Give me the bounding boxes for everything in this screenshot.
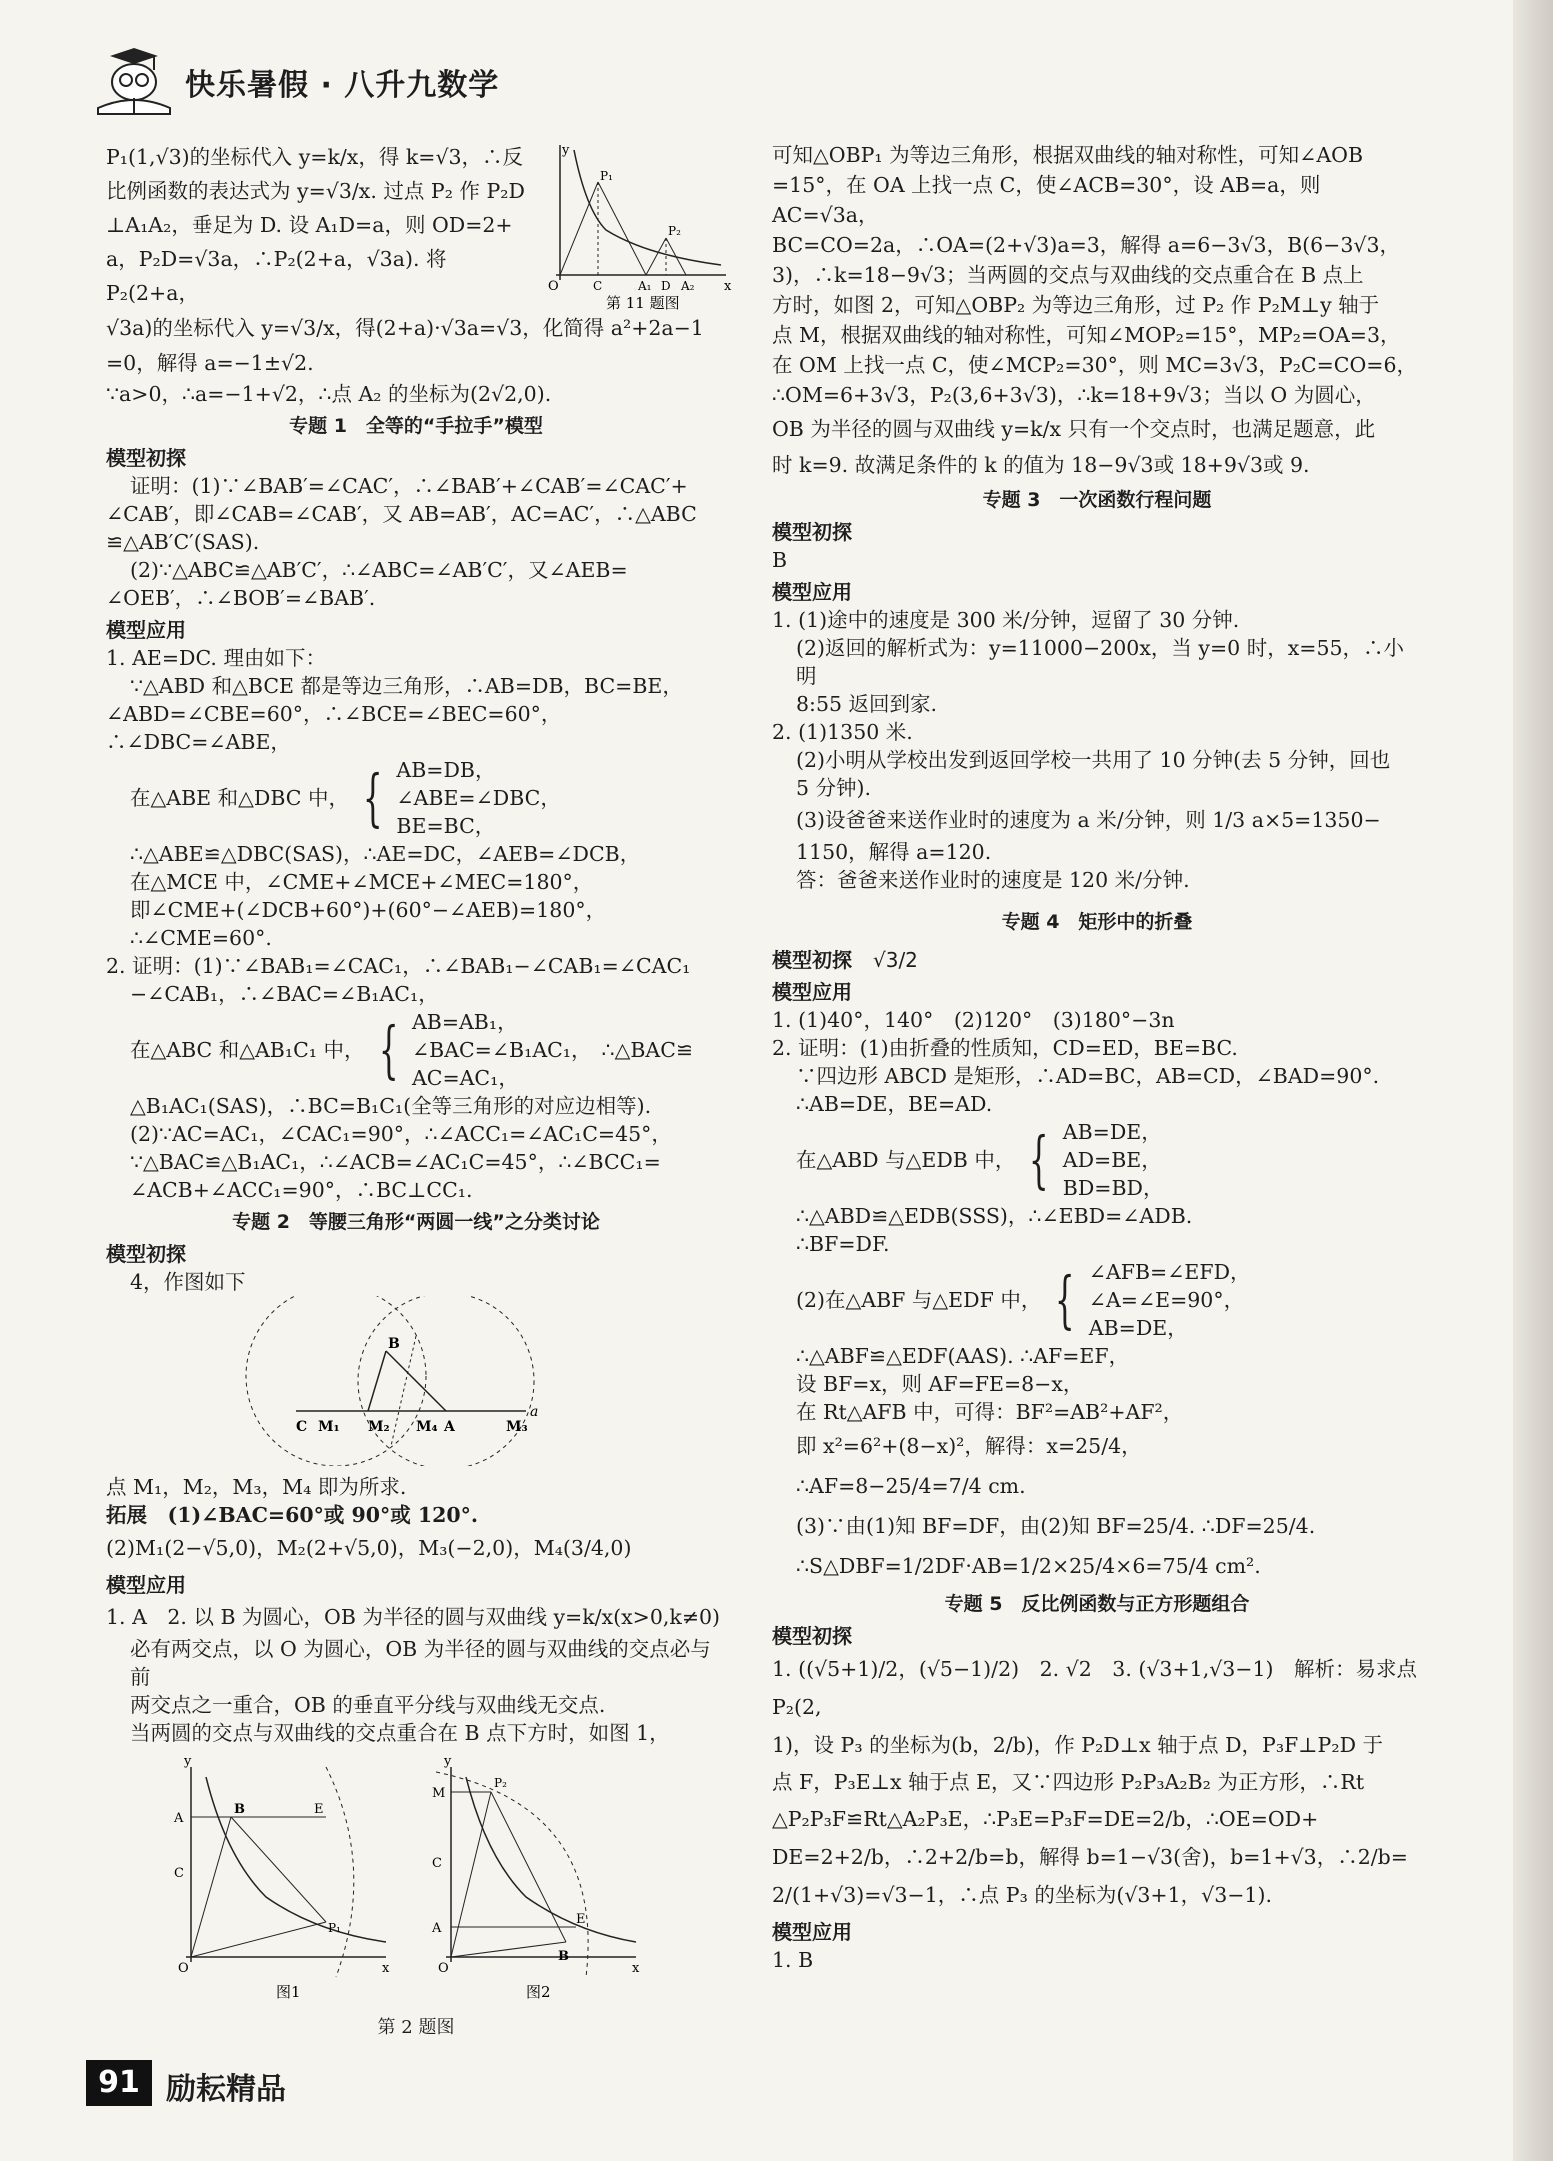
- section-heading: 模型应用: [772, 980, 852, 1004]
- equation-row: ∠BAC=∠B₁AC₁，: [411, 1038, 592, 1062]
- text-line: DE=2+2/b，∴2+2/b=b，解得 b=1−√3(舍)，b=1+√3，∴2/b=: [772, 1845, 1408, 1869]
- point-label: A: [174, 1811, 184, 1826]
- text-line: 答：爸爸来送作业时的速度是 120 米/分钟.: [796, 868, 1190, 892]
- text-line: (2)∵△ABC≌△AB′C′，∴∠ABC=∠AB′C′，又∠AEB=: [130, 558, 628, 582]
- text-line: ∴BF=DF.: [796, 1232, 890, 1256]
- text-line: 2/(1+√3)=√3−1，∴点 P₃ 的坐标为(√3+1，√3−1).: [772, 1883, 1272, 1907]
- text-line: √3a)的坐标代入 y=√3/x，得(2+a)·√3a=√3，化简得 a²+2a−1: [106, 316, 704, 340]
- section-label: 模型初探: [772, 948, 852, 972]
- axis-label: x: [382, 1961, 390, 1976]
- equation-row: ∠A=∠E=90°，: [1088, 1288, 1245, 1312]
- text-line: ∠ABD=∠CBE=60°，∴∠BCE=∠BEC=60°，∴∠DBC=∠ABE，: [106, 702, 562, 754]
- figure-2-graphs: [106, 1747, 726, 2007]
- point-label: C: [174, 1866, 184, 1881]
- text-line: 2. 证明：(1)∵∠BAB₁=∠CAC₁，∴∠BAB₁−∠CAB₁=∠CAC₁: [106, 954, 691, 978]
- equation-row: ∠ABE=∠DBC，: [396, 786, 561, 810]
- text-line: ∠OEB′，∴∠BOB′=∠BAB′.: [106, 586, 376, 610]
- point-label: A₂: [681, 279, 695, 293]
- text-line: 1150，解得 a=120.: [796, 840, 992, 864]
- text-line: ∵△ABD 和△BCE 都是等边三角形，∴AB=DB，BC=BE，: [130, 674, 683, 698]
- text-line: ∴AF=8−25/4=7/4 cm.: [796, 1474, 1026, 1498]
- equation-row: BD=BD，: [1062, 1176, 1164, 1200]
- text-line: 必有两交点，以 O 为圆心，OB 为半径的圆与双曲线的交点必与前: [130, 1637, 711, 1689]
- text-line: 在△ABE 和△DBC 中，: [130, 786, 349, 810]
- text-line: 在 OM 上找一点 C，使∠MCP₂=30°，则 MC=3√3，P₂C=CO=6，: [772, 353, 1418, 377]
- point-label: P₂: [668, 224, 681, 238]
- text-line: (3)∵由(1)知 BF=DF，由(2)知 BF=25/4. ∴DF=25/4.: [796, 1514, 1316, 1538]
- point-label: C: [593, 279, 603, 293]
- section-heading: 模型初探: [106, 1242, 186, 1266]
- page-edge-shadow: [1513, 0, 1553, 2161]
- text-line: ∴△ABF≌△EDF(AAS). ∴AF=EF，: [796, 1344, 1130, 1368]
- point-label: M₁: [318, 1419, 340, 1435]
- figure-label: 图1: [276, 1983, 301, 2001]
- axis-label: y: [184, 1754, 192, 1769]
- text-line: a，P₂D=√3a，∴P₂(2+a，√3a). 将 P₂(2+a，: [106, 247, 454, 305]
- text-line: 即 x²=6²+(8−x)²，解得：x=25/4，: [796, 1434, 1142, 1458]
- point-label: B: [388, 1336, 400, 1352]
- section-heading: 模型应用: [106, 1573, 186, 1597]
- text-line: ∠CAB′，即∠CAB=∠CAB′，又 AB=AB′，AC=AC′，∴△ABC: [106, 502, 697, 526]
- text-line: −∠CAB₁，∴∠BAC=∠B₁AC₁，: [130, 982, 439, 1006]
- text-line: B: [772, 548, 788, 572]
- equation-row: AB=AB₁，: [411, 1010, 518, 1034]
- text-line: 在 Rt△AFB 中，可得：BF²=AB²+AF²，: [796, 1400, 1184, 1424]
- section-heading: 模型应用: [772, 580, 852, 604]
- equation-system: [106, 1008, 726, 1092]
- text-line: 可知△OBP₁ 为等边三角形，根据双曲线的轴对称性，可知∠AOB: [772, 143, 1364, 167]
- header-title: 快乐暑假 · 八升九数学: [185, 68, 500, 103]
- topic-heading: 专题 5 反比例函数与正方形题组合: [944, 1593, 1250, 1615]
- text-line: 方时，如图 2，可知△OBP₂ 为等边三角形，过 P₂ 作 P₂M⊥y 轴于: [772, 293, 1380, 317]
- page-header: [80, 40, 1480, 120]
- line-label: a: [530, 1404, 539, 1420]
- text-line: ∵△BAC≌△B₁AC₁，∴∠ACB=∠AC₁C=45°，∴∠BCC₁=: [130, 1150, 661, 1174]
- point-label: P₁: [328, 1921, 341, 1935]
- text-line: 时 k=9. 故满足条件的 k 的值为 18−9√3或 18+9√3或 9.: [772, 453, 1310, 477]
- text-line: 4，作图如下: [130, 1270, 246, 1294]
- section-heading: 模型应用: [772, 1920, 852, 1944]
- text-line: (2)M₁(2−√5,0)，M₂(2+√5,0)，M₃(−2,0)，M₄(3/4,0): [106, 1536, 632, 1560]
- text-line: 2. (1)1350 米.: [772, 720, 913, 744]
- topic-heading: 专题 1 全等的“手拉手”模型: [289, 415, 543, 437]
- section-heading: 模型初探: [772, 1624, 852, 1648]
- text-line: 1. ((√5+1)/2，(√5−1)/2) 2. √2 3. (√3+1,√3−1) 解析：易求点 P₂(2,: [772, 1657, 1424, 1719]
- axis-label: y: [444, 1754, 452, 1769]
- text-line: 设 BF=x，则 AF=FE=8−x，: [796, 1372, 1084, 1396]
- point-label: A: [444, 1419, 455, 1435]
- text-line: 1. (1)40°，140° (2)120° (3)180°−3n: [772, 1008, 1175, 1032]
- text-line: 1)，设 P₃ 的坐标为(b，2/b)，作 P₂D⊥x 轴于点 D，P₃F⊥P₂D 于: [772, 1733, 1384, 1757]
- point-label: M₂: [368, 1419, 390, 1435]
- figure-label: 图2: [526, 1983, 551, 2001]
- equation-system: [772, 1258, 1422, 1342]
- text-line: (3)设爸爸来送作业时的速度为 a 米/分钟，则 1/3 a×5=1350−: [796, 808, 1381, 832]
- text-line: ∴△BAC≌: [601, 1038, 694, 1062]
- text-line: ⊥A₁A₂，垂足为 D. 设 A₁D=a，则 OD=2+: [106, 213, 513, 237]
- topic-heading: 专题 3 一次函数行程问题: [982, 489, 1212, 511]
- point-label: O: [178, 1961, 189, 1976]
- equation-system: [106, 756, 726, 840]
- point-label: C: [432, 1856, 442, 1871]
- point-label: E: [576, 1912, 586, 1927]
- text-line: 1. B: [772, 1948, 814, 1972]
- text-line: ∴∠CME=60°.: [130, 926, 272, 950]
- text-line: (2)∵AC=AC₁，∠CAC₁=90°，∴∠ACC₁=∠AC₁C=45°，: [130, 1122, 672, 1146]
- section-heading: [772, 946, 1422, 974]
- text-line: 1. A 2. 以 B 为圆心，OB 为半径的圆与双曲线 y=k/x(x>0,k≠0): [106, 1605, 721, 1629]
- brace-glyph: {: [1029, 1123, 1049, 1196]
- text-line: △B₁AC₁(SAS)，∴BC=B₁C₁(全等三角形的对应边相等).: [130, 1094, 652, 1118]
- text-line: ∵a>0，∴a=−1+√2，∴点 A₂ 的坐标为(2√2,0).: [106, 382, 552, 406]
- text-line: 2. 证明：(1)由折叠的性质知，CD=ED，BE=BC.: [772, 1036, 1238, 1060]
- text-line: =15°，在 OA 上找一点 C，使∠ACB=30°，设 AB=a，则 AC=√3a，: [772, 173, 1327, 227]
- point-label: A₁: [638, 279, 652, 293]
- text-line: ∴S△DBF=1/2DF·AB=1/2×25/4×6=75/4 cm².: [796, 1554, 1261, 1578]
- text-line: 比例函数的表达式为 y=√3/x. 过点 P₂ 作 P₂D: [106, 179, 525, 203]
- text-line: ∠ACB+∠ACC₁=90°，∴BC⊥CC₁.: [130, 1178, 473, 1202]
- figure-caption: 第 11 题图: [606, 294, 680, 310]
- page-number: 91: [86, 2060, 152, 2106]
- text-line: 在△ABC 和△AB₁C₁ 中，: [130, 1038, 365, 1062]
- equation-row: AD=BE，: [1062, 1148, 1162, 1172]
- brand-name: 励耘精品: [166, 2072, 286, 2107]
- text-line: 点 M₁，M₂，M₃，M₄ 即为所求.: [106, 1475, 407, 1499]
- point-label: B: [234, 1802, 245, 1817]
- text-line: 即∠CME+(∠DCB+60°)+(60°−∠AEB)=180°，: [130, 898, 607, 922]
- point-label: M₄: [416, 1419, 438, 1435]
- equation-row: AB=DB，: [396, 758, 496, 782]
- text-line: 1. (1)途中的速度是 300 米/分钟，逗留了 30 分钟.: [772, 608, 1240, 632]
- right-column: [772, 140, 1422, 1974]
- point-label: C: [296, 1419, 308, 1435]
- equation-system: [772, 1118, 1422, 1202]
- equation-row: AC=AC₁，: [411, 1066, 519, 1090]
- graph-figure-2: [431, 1754, 640, 2001]
- topic-heading: 专题 2 等腰三角形“两圆一线”之分类讨论: [232, 1211, 600, 1233]
- left-column: [106, 140, 732, 2042]
- figure-caption: 第 2 题图: [377, 2017, 455, 2038]
- point-label: P₂: [494, 1776, 507, 1790]
- text-line: 1. AE=DC. 理由如下：: [106, 646, 326, 670]
- text-line: ∴AB=DE，BE=AD.: [796, 1092, 993, 1116]
- point-label: D: [661, 279, 671, 293]
- point-label: O: [438, 1961, 449, 1976]
- text-line: 在△MCE 中，∠CME+∠MCE+∠MEC=180°，: [130, 870, 594, 894]
- text-line: 在△ABD 与△EDB 中，: [796, 1148, 1016, 1172]
- axis-label: x: [632, 1961, 640, 1976]
- text-line: ∴OM=6+3√3，P₂(3,6+3√3)，∴k=18+9√3；当以 O 为圆心，: [772, 383, 1376, 407]
- axis-label: y: [562, 143, 570, 158]
- equation-row: AB=DE，: [1088, 1316, 1188, 1340]
- point-label: B: [558, 1949, 569, 1964]
- section-heading: 模型初探: [106, 446, 186, 470]
- text-line: BC=CO=2a，∴OA=(2+√3)a=3，解得 a=6−3√3，B(6−3√3，: [772, 233, 1401, 257]
- text-line: (2)返回的解析式为：y=11000−200x，当 y=0 时，x=55，∴小明: [796, 636, 1405, 688]
- text-line: ∵四边形 ABCD 是矩形，∴AD=BC，AB=CD，∠BAD=90°.: [796, 1064, 1380, 1088]
- text-line: =0，解得 a=−1±√2.: [106, 351, 314, 375]
- text-line: 当两圆的交点与双曲线的交点重合在 B 点下方时，如图 1，: [130, 1721, 670, 1745]
- graph-figure-1: [173, 1754, 390, 2001]
- text-line: (2)在△ABF 与△EDF 中，: [796, 1288, 1042, 1312]
- point-label: O: [548, 279, 559, 294]
- text-line: 5 分钟).: [796, 776, 872, 800]
- section-heading: 模型初探: [772, 520, 852, 544]
- text-line: 证明：(1)∵∠BAB′=∠CAC′，∴∠BAB′+∠CAB′=∠CAC′+: [130, 474, 688, 498]
- brace-glyph: {: [1055, 1263, 1075, 1336]
- text-line: △P₂P₃F≌Rt△A₂P₃E，∴P₃E=P₃F=DE=2/b，∴OE=OD+: [772, 1807, 1319, 1831]
- point-label: E: [314, 1802, 324, 1817]
- text-line: ≌△AB′C′(SAS).: [106, 530, 260, 554]
- brace-glyph: {: [362, 761, 383, 834]
- text-line: (2)小明从学校出发到返回学校一共用了 10 分钟(去 5 分钟，回也: [796, 748, 1391, 772]
- text-line: 拓展 (1)∠BAC=60°或 90°或 120°.: [106, 1503, 479, 1527]
- text-line: 8:55 返回到家.: [796, 692, 938, 716]
- two-circles-figure: [106, 1296, 726, 1466]
- text-line: 两交点之一重合，OB 的垂直平分线与双曲线无交点.: [130, 1693, 606, 1717]
- brace-glyph: {: [378, 1013, 399, 1086]
- page-footer: [78, 2050, 338, 2120]
- figure-11-graph: [546, 140, 736, 310]
- text-line: 点 F，P₃E⊥x 轴于点 E，又∵四边形 P₂P₃A₂B₂ 为正方形，∴Rt: [772, 1770, 1365, 1794]
- point-label: M₃: [506, 1419, 528, 1435]
- point-label: M: [432, 1786, 446, 1801]
- axis-label: x: [724, 279, 732, 294]
- point-label: A: [432, 1921, 442, 1936]
- text-line: OB 为半径的圆与双曲线 y=k/x 只有一个交点时，也满足题意，此: [772, 417, 1376, 441]
- text-line: 3)，∴k=18−9√3；当两圆的交点与双曲线的交点重合在 B 点上: [772, 263, 1364, 287]
- text-line: ∴△ABE≌△DBC(SAS)，∴AE=DC，∠AEB=∠DCB，: [130, 842, 641, 866]
- text-line: 点 M，根据双曲线的轴对称性，可知∠MOP₂=15°，MP₂=OA=3，: [772, 323, 1401, 347]
- text-line: P₁(1,√3)的坐标代入 y=k/x，得 k=√3，∴反: [106, 145, 524, 169]
- cartoon-logo-icon: [88, 46, 180, 116]
- point-label: P₁: [600, 169, 613, 183]
- equation-row: ∠AFB=∠EFD，: [1088, 1260, 1251, 1284]
- equation-row: BE=BC，: [396, 814, 496, 838]
- equation-row: AB=DE，: [1062, 1120, 1162, 1144]
- section-heading: 模型应用: [106, 618, 186, 642]
- topic-heading: 专题 4 矩形中的折叠: [1001, 911, 1193, 933]
- text-line: ∴△ABD≌△EDB(SSS)，∴∠EBD=∠ADB.: [796, 1204, 1193, 1228]
- answer-value: √3/2: [872, 948, 918, 972]
